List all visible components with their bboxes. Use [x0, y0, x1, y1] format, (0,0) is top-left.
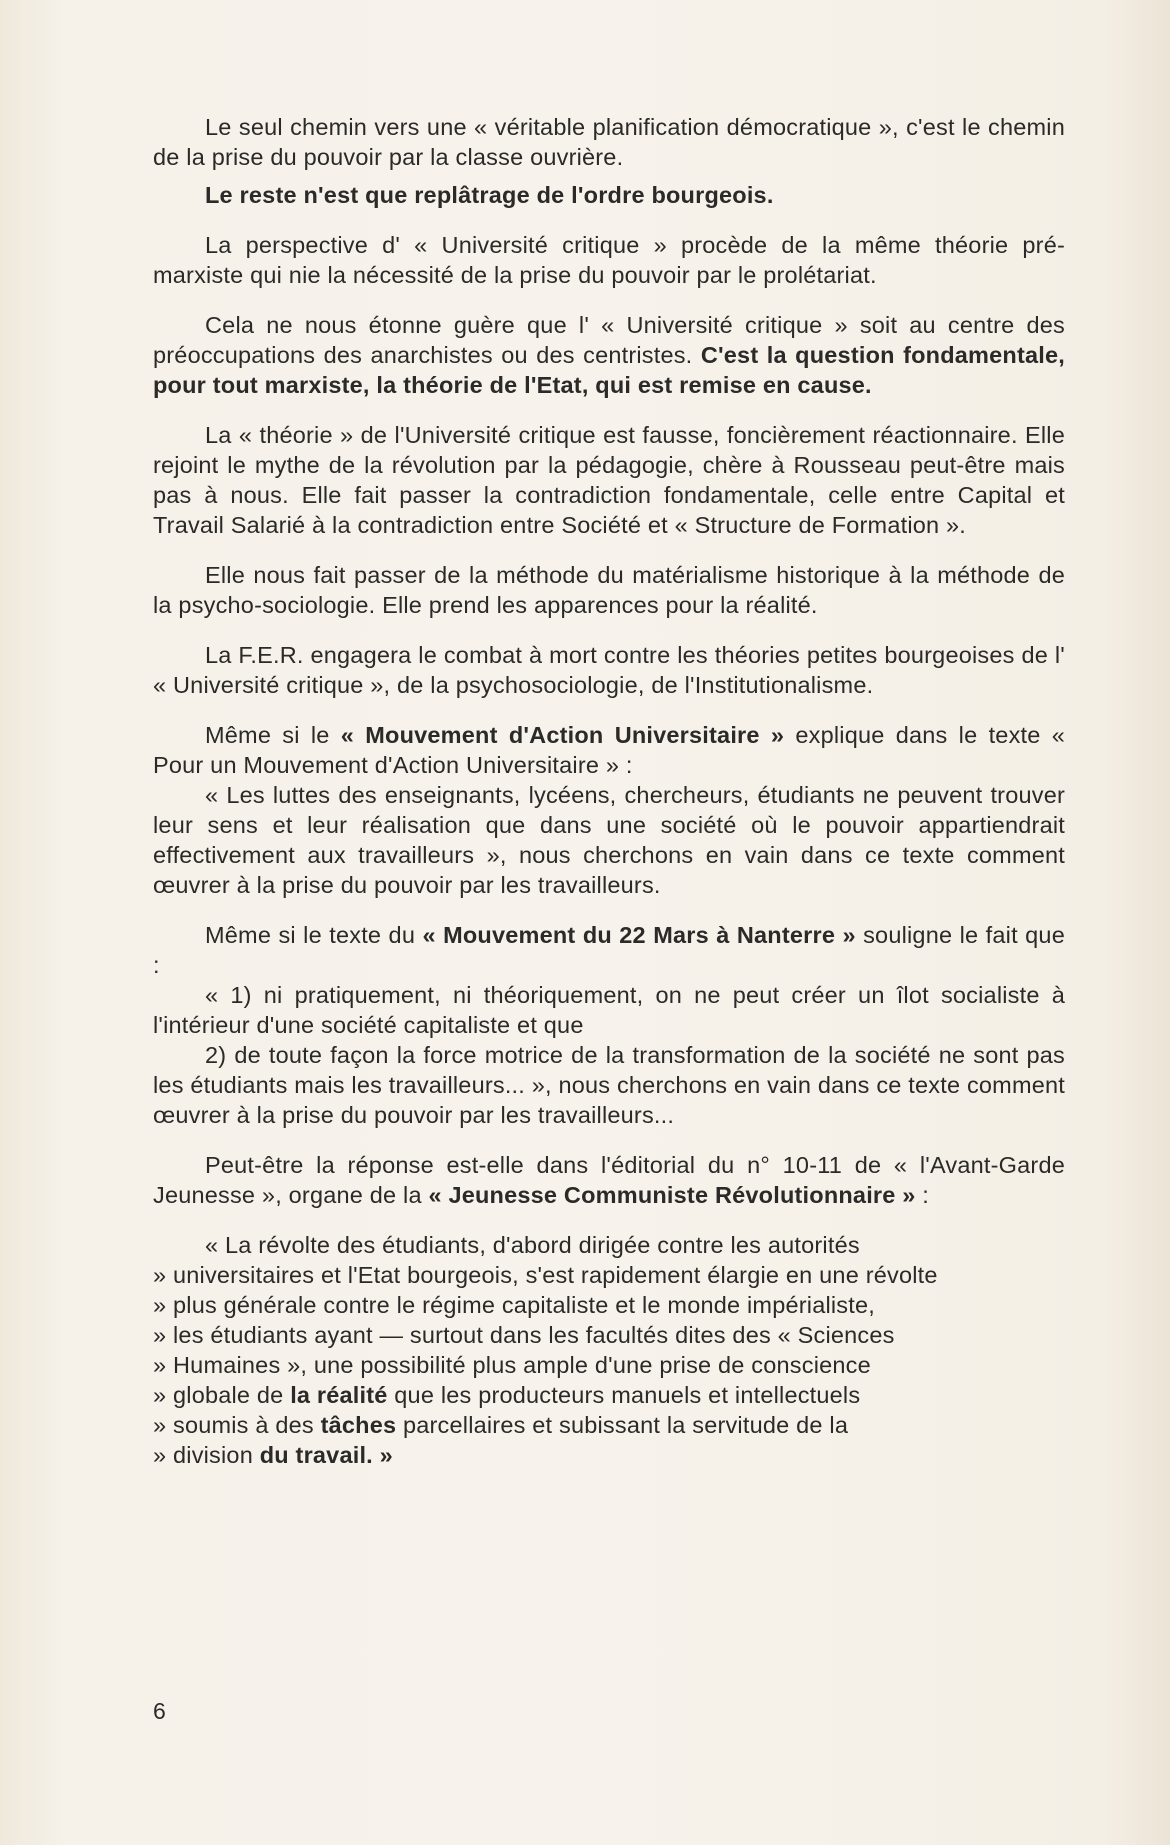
paragraph-4 — [153, 310, 1065, 400]
paragraph-3-text: La perspective d' « Université critique » procède de la même théorie pré-marxiste qui nie la nécessité de la prise du pouvoir par le prolétariat. — [153, 232, 1065, 288]
paragraph-10-bold: « Mouvement du 22 Mars à Nanterre » — [422, 922, 856, 948]
paragraph-3 — [153, 230, 1065, 290]
paragraph-13 — [153, 1150, 1065, 1210]
paragraph-8-text-c: explique dans le texte « Pour un Mouvement d'Action Universitaire » : — [153, 722, 1066, 778]
paragraph-6 — [153, 560, 1065, 620]
quote-line-7 — [153, 1410, 1065, 1440]
paragraph-10-text-a: Même si le texte du — [205, 922, 423, 948]
paragraph-13-text-c: : — [915, 1182, 930, 1208]
paragraph-9 — [153, 780, 1065, 900]
paragraph-2-bold: Le reste n'est que replâtrage de l'ordre bourgeois. — [205, 182, 774, 208]
text-column — [153, 112, 1065, 1470]
quote-line-2 — [153, 1260, 1065, 1290]
paragraph-8-bold: « Mouvement d'Action Universitaire » — [340, 722, 785, 748]
paragraph-12 — [153, 1040, 1065, 1130]
paragraph-1-text: Le seul chemin vers une « véritable planification démocratique », c'est le chemin de la prise du pouvoir par la classe ouvrière. — [153, 114, 1065, 170]
quote-line-5-text: » Humaines », une possibilité plus ample d'une prise de conscience — [153, 1352, 871, 1378]
quote-line-8-bold: du travail. » — [259, 1442, 393, 1468]
paragraph-9-text: « Les luttes des enseignants, lycéens, chercheurs, étudiants ne peuvent trouver leur sens et leur réalisation que dans une société où le pouvoir appartiendrait effectivement aux travailleurs », nous cherchons en vain dans ce texte comment œuvrer à la prise du pouvoir par les travailleurs. — [153, 782, 1065, 898]
paragraph-13-bold: « Jeunesse Communiste Révolutionnaire » — [428, 1182, 916, 1208]
quote-line-1 — [153, 1230, 1065, 1260]
quote-line-5 — [153, 1350, 1065, 1380]
quote-line-3 — [153, 1290, 1065, 1320]
quote-line-4-text: » les étudiants ayant — surtout dans les facultés dites des « Sciences — [153, 1322, 895, 1348]
paragraph-1 — [153, 112, 1065, 172]
quote-line-6 — [153, 1380, 1065, 1410]
quote-line-3-text: » plus générale contre le régime capitaliste et le monde impérialiste, — [153, 1292, 875, 1318]
paragraph-6-text: Elle nous fait passer de la méthode du matérialisme historique à la méthode de la psycho-sociologie. Elle prend les apparences pour la réalité. — [153, 562, 1065, 618]
paragraph-10-text-c: souligne le fait que : — [153, 922, 1065, 978]
quote-line-6-text-c: que les producteurs manuels et intellectuels — [387, 1382, 861, 1408]
quote-line-8-text-a: » division — [153, 1442, 260, 1468]
paragraph-8 — [153, 720, 1065, 780]
paragraph-4-text: Cela ne nous étonne guère que l' « Université critique » soit au centre des préoccupations des anarchistes ou des centristes. — [153, 312, 1065, 368]
paragraph-7-text: La F.E.R. engagera le combat à mort contre les théories petites bourgeoises de l' « Université critique », de la psychosociologie, de l'Institutionalisme. — [153, 642, 1065, 698]
quote-line-4 — [153, 1320, 1065, 1350]
paragraph-5 — [153, 420, 1065, 540]
quote-line-7-bold: tâches — [320, 1412, 397, 1438]
paragraph-5-text: La « théorie » de l'Université critique est fausse, foncièrement réactionnaire. Elle rejoint le mythe de la révolution par la pédagogie, chère à Rousseau peut-être mais pas à nous. Elle fait passer la contradiction fondamentale, celle entre Capital et Travail Salarié à la contradiction entre Société et « Structure de Formation ». — [153, 422, 1065, 538]
paragraph-2 — [153, 180, 1065, 210]
quote-line-6-text-a: » globale de — [153, 1382, 291, 1408]
quote-line-7-text-c: parcellaires et subissant la servitude de la — [396, 1412, 849, 1438]
paragraph-8-text-a: Même si le — [205, 722, 341, 748]
quote-block — [153, 1230, 1065, 1470]
quote-line-6-bold: la réalité — [290, 1382, 388, 1408]
paragraph-11-text: « 1) ni pratiquement, ni théoriquement, on ne peut créer un îlot socialiste à l'intérieur d'une société capitaliste et que — [153, 982, 1065, 1038]
quote-line-7-text-a: » soumis à des — [153, 1412, 321, 1438]
quote-line-2-text: » universitaires et l'Etat bourgeois, s'est rapidement élargie en une révolte — [153, 1262, 938, 1288]
paragraph-11 — [153, 980, 1065, 1040]
paragraph-4-bold: C'est la question fondamentale, pour tout marxiste, la théorie de l'Etat, qui est remise en cause. — [153, 342, 1065, 398]
quote-line-1-text: « La révolte des étudiants, d'abord dirigée contre les autorités — [205, 1232, 860, 1258]
page-number: 6 — [153, 1698, 166, 1724]
quote-line-8 — [153, 1440, 1065, 1470]
paragraph-12-text: 2) de toute façon la force motrice de la transformation de la société ne sont pas les étudiants mais les travailleurs... », nous cherchons en vain dans ce texte comment œuvrer à la prise du pouvoir par les travailleurs... — [153, 1042, 1065, 1128]
paragraph-10 — [153, 920, 1065, 980]
paragraph-13-text-a: Peut-être la réponse est-elle dans l'éditorial du n° 10-11 de « l'Avant-Garde Jeunesse », organe de la — [153, 1152, 1065, 1208]
paragraph-7 — [153, 640, 1065, 700]
